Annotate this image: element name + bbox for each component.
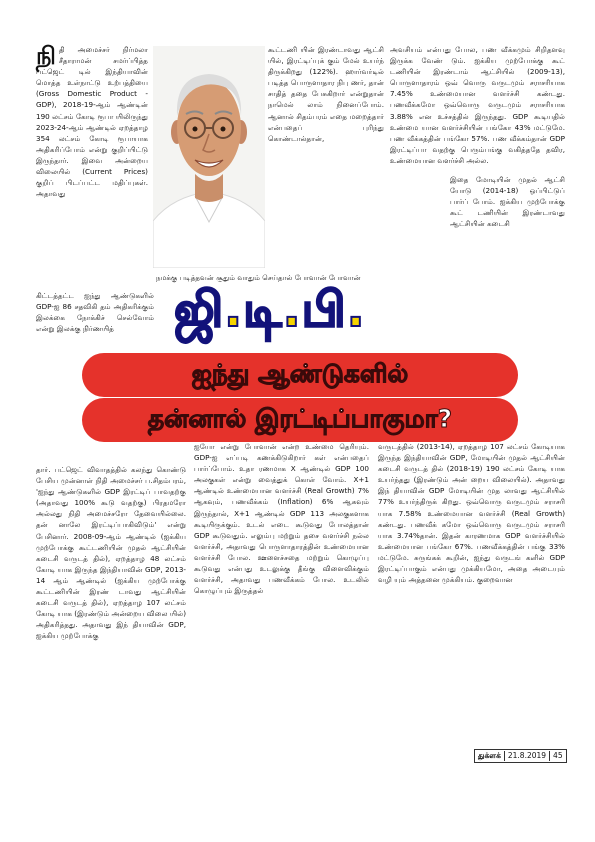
article-text: வருடத்தில் (2013-14), ஏறத்தாழ 107 லட்சம் கோடியாக இருந்த இந்தியாவின் GDP, மோடியின் முதல் ஆட்சியின் கடைசி வருடத் தில் (2018-19) 190 லட்சம் கோடி யாக உயர்ந்தது (இரண்டும் அன் றைய விலையில்). அதாவது இந் தியாவின் GDP மோடியின் முத லாவது ஆட்சியில் 77% உயர்ந்திருக் கிறது. ஒவ்வொரு வருடமும் சராசரி யாக 7.58% உண்மையான வளர்ச்சி (Real Growth) கண்டது. பணவீக் கமோ ஒவ்வொரு வருடமும் சராசரி யாக 3.74%தான். இதன் காரணமாக GDP வளர்ச்சியில் உண்மையான பங்கோ 67%. பணவீக்கத்தின் பங்கு 33% மட்டுமே. சுருங்கக் கூறின், ஐந்து வருடங் களில் GDP இரட்டிப்பாகும் என்பது முக்கியமோ, அதை அடையும் வழி யும் அத்தனை முக்கியம். குறைவான — [378, 442, 565, 585]
page-footer — [474, 749, 567, 763]
article-column-top-right — [390, 44, 565, 230]
article-text: தி அமைச்சர் நிர்மலா சீதாராமன் சமர்ப்பித்த பட்ஜெட் டில் இந்தியாவின் மொத்த உள்நாட்டு உற்பத்தியை (Gross Domestic Product - GDP), 2018-19-ஆம் ஆண்டின் 190 லட்சம் கோடி ரூபா யிலிருந்து 2023-24-ஆம் ஆண்டில் ஏறத்தாழ 354 லட்சம் கோடி ரூபாயாக அதிகரிப்போம் என்று குறிப்பிட்டு இருந்தார். இவை அன்றைய விலையில் (Current Prices) குறிப் பிடப்பட்ட மதிப்புகள். அதாவது — [36, 45, 148, 199]
article-column-top-middle — [268, 44, 384, 144]
article-text: ஐயோ என்று போவான் என்ற உண்மை தெரியும். GDP-ஐ எப்படி கணக்கிடுகிறார் கள் என்பதைப் பார்ப்போம். உதா ரணமாக X ஆண்டில் GDP 100 அலகுகள் என்று வைத்துக் கொள் வோம். X+1 ஆண்டில் உண்மையான வளர்ச்சி (Real Growth) 7% ஆகவும், பணவீக்கம் (Inflation) 6% ஆகவும் இருந்தால், X+1 ஆண்டில் GDP 113 அலகுகளாக கூடியிருக்கும். உடல் எடை கூடுவது போலத்தான் GDP கூடுவதும். எலும்பு மற்றும் தசை வளர்ச்சி நல்ல வளர்ச்சி, அதாவது பொருளாதாரத்தின் உண்மையான வளர்ச்சி போல. ஊளைச்சதை மற்றும் கொழுப்பு கூடுவது என்பது உடலுக்கு தீங்கு விளைவிக்கும் வளர்ச்சி, அதாவது பணவீக்கம் போல. உடலில் கொழுப்பும் இருத்தல் — [194, 442, 369, 596]
page-number: 45 — [549, 751, 566, 761]
article-column-1 — [36, 464, 186, 642]
headline-banner-1 — [36, 353, 564, 397]
article-text: அவசியம் என்பது போல, பண வீக்கமும் சிறிதளவு இருக்க வேண் டும். ஐக்கிய முற்போக்கு கூட் டணியின் இரண்டாம் ஆட்சியில் (2009-13), பொருளாதாரம் ஒவ் வொரு வருடமும் சராசரியாக 7.45% உண்மையான வளர்ச்சி கண்டது. பணவீக்கமோ ஒவ்வொரு வருடமும் சராசரியாக 3.88% என உச்சத்தில் இருந்தது. GDP கூடியதில் உண்மை யான வளர்ச்சியின் பங்கோ 43% மட்டுமே. பண வீக்கத்தின் பங்கோ 57%. பண வீக்கம்தான் GDP இரட்டிப்பா வதற்கு பெரும்பங்கு வகித்ததே தவிர, உண்மையான வளர்ச்சி அல்ல. — [390, 45, 565, 165]
article-text: இதை மோடியின் முதல் ஆட்சி யோடு (2014-18) ஒப்பிட்டுப் பார்ப் போம். ஐக்கிய முற்போக்கு கூட் டணியின் இரண்டாவது ஆட்சியின் கடைசி — [450, 175, 565, 229]
headline-banner-2 — [36, 398, 564, 442]
magazine-name: துக்ளக் — [478, 751, 501, 760]
portrait-photo — [153, 46, 265, 268]
gdp-headline-text: ஜி.டி.பி. — [174, 282, 366, 338]
headline-line-2: தன்னால் இரட்டிப்பாகுமா? — [147, 403, 453, 433]
article-column-2 — [194, 441, 369, 596]
article-text: நமக்கு படித்தவன் சூதும் வாதும் செய்தால் போவான் போவான் — [156, 273, 361, 282]
portrait-illustration — [153, 46, 265, 268]
article-text: கூட்டணி யின் இரண்டாவது ஆட்சி யில், இரட்டிப்புக் கும் மேல் உயர்ந் திருக்கிறது (122%). ஹார்வர்டில் படித்த பொருளாதார நிபு ணர், தான் சாதித் ததை பேசுகிறார் என்றுதான் நாமெல் லாம் நினைப்போம். ஆனால் சிதம்பரம் எதை மறைத்தார் என்பதைப் புரிந்து கொண்டால்தான், — [268, 45, 384, 143]
article-text: கிட்டத்தட்ட ஐந்து ஆண்டுகளில் GDP-ஐ 86 சதவிகி தம் அதிகரிக்கும் இலக்கை நோக்கிச் செல்வோம் என்று இலக்கு நிர்ணயித் — [36, 291, 154, 334]
headline-line-1: ஐந்து ஆண்டுகளில் — [191, 358, 409, 388]
gdp-headline — [120, 282, 420, 344]
drop-cap: நி — [36, 41, 56, 70]
article-column-3 — [378, 441, 565, 585]
issue-date: 21.8.2019 — [504, 751, 549, 761]
article-text: தார். பட்ஜெட் விவாதத்தில் கலந்து கொண்டு பேசிய முன்னாள் நிதி அமைச்சர் ப.சிதம்பரம், 'ஐந்து ஆண்டுகளில் GDP இரட்டிப் பாவதற்கு (அதாவது 100% கூடு வதற்கு) பிரதமரோ அல்லது நிதி அமைச்சரோ தேவையில்லை. தன் னாலே இரட்டிப்பாகிவிடும்' என்று பேசினார். 2008-09-ஆம் ஆண்டில் (ஐக்கிய முற்போக்கு கூட்டணியின் முதல் ஆட்சியின் கடைசி வருடத் தில்), ஏறத்தாழ 48 லட்சம் கோடி யாக இருந்த இந்தியாவின் GDP, 2013-14 ஆம் ஆண்டில் (ஐக்கிய முற்போக்கு கூட்டணியின் இரண் டாவது ஆட்சியின் கடைசி வருடத் தில்), ஏறத்தாழ 107 லட்சம் கோடி யாக (இரண்டும் அன்றைய விலை யில்) அதிகரித்தது. அதாவது இந் தியாவின் GDP, ஐக்கிய முற்போக்கு — [36, 465, 186, 641]
article-column-top-left — [36, 41, 148, 199]
